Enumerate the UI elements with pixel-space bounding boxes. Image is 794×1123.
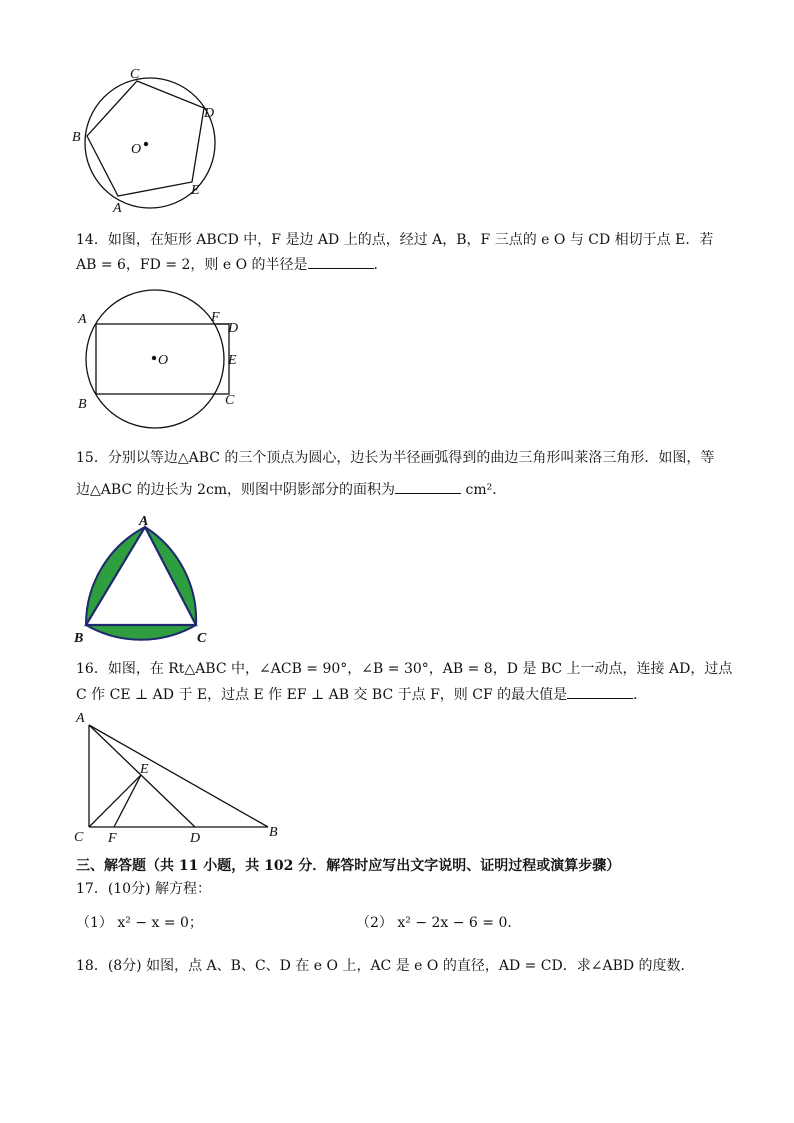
- q15-line2-prefix: 边△ABC 的边长为 2cm，则图中阴影部分的面积为: [76, 482, 396, 498]
- q16-answer-blank[interactable]: [567, 686, 633, 699]
- label-F: F: [108, 831, 117, 846]
- q16-line2-suffix: ．: [633, 687, 648, 703]
- label-C: C: [74, 830, 84, 845]
- reuleaux-svg: [68, 508, 228, 648]
- q16-line1: 16．如图，在 Rt△ABC 中，∠ACB = 90°，∠B = 30°，AB = 8，D 是 BC 上一动点，连接 AD，过点: [76, 661, 733, 677]
- q17-title: 17．(10分) 解方程：: [76, 881, 212, 897]
- right-triangle-svg: [70, 708, 290, 848]
- label-A: A: [76, 711, 85, 726]
- label-C: C: [130, 67, 140, 82]
- label-B: B: [78, 397, 87, 412]
- label-B: B: [72, 130, 81, 145]
- pentagon: [87, 81, 204, 196]
- q16-line2-prefix: C 作 CE ⊥ AD 于 E，过点 E 作 EF ⊥ AB 交 BC 于点 F，则 CF 的最大值是: [76, 687, 568, 703]
- q14-line1: 14．如图，在矩形 ABCD 中，F 是边 AD 上的点，经过 A，B，F 三点的 e O 与 CD 相切于点 E．若: [76, 232, 714, 248]
- q14-answer-blank[interactable]: [308, 256, 374, 269]
- q17-part1: （1） x² − x = 0；: [76, 915, 203, 931]
- label-B: B: [269, 825, 278, 840]
- label-E: E: [140, 762, 149, 777]
- label-F: F: [211, 310, 220, 325]
- q15-line2: [76, 481, 506, 499]
- pentagon-circle-svg: [60, 60, 230, 220]
- q14-line2: [76, 256, 388, 274]
- figure-rectangle-circle: [70, 286, 250, 436]
- q15-line2-suffix: ．: [492, 482, 507, 498]
- q15-line2-unit: cm²: [465, 482, 493, 498]
- q15-answer-blank[interactable]: [395, 481, 461, 494]
- q18-text: 18．(8分) 如图，点 A、B、C、D 在 e O 上，AC 是 e O 的直径，AD = CD．求∠ABD 的度数．: [76, 958, 695, 974]
- label-C: C: [225, 393, 235, 408]
- figure-pentagon-circle: [60, 60, 230, 220]
- label-B: B: [74, 631, 84, 646]
- segment-ce: [89, 775, 141, 827]
- section-3-heading: 三、解答题（共 11 小题，共 102 分．解答时应写出文字说明、证明过程或演算步骤）: [76, 858, 621, 874]
- q15-line1: 15．分别以等边△ABC 的三个顶点为圆心，边长为半径画弧得到的曲边三角形叫莱洛三角形．如图，等: [76, 450, 715, 466]
- q17-part2: （2） x² − 2x − 6 = 0．: [356, 915, 522, 931]
- center-dot: [152, 356, 156, 360]
- rectangle-circle-svg: [70, 286, 250, 436]
- label-C: C: [197, 631, 207, 646]
- label-O: O: [131, 142, 142, 157]
- label-E: E: [228, 353, 237, 368]
- label-A: A: [78, 312, 87, 327]
- label-A: A: [139, 514, 149, 529]
- label-D: D: [190, 831, 201, 846]
- label-D: D: [228, 321, 239, 336]
- segment-ef: [114, 775, 141, 827]
- label-A: A: [113, 201, 122, 216]
- label-E: E: [191, 183, 200, 198]
- label-O: O: [158, 353, 169, 368]
- q16-line2: [76, 686, 647, 704]
- q14-line2-prefix: AB = 6，FD = 2，则 e O 的半径是: [76, 257, 308, 273]
- figure-reuleaux-triangle: [68, 508, 228, 648]
- center-dot: [144, 142, 148, 146]
- figure-right-triangle: [70, 708, 290, 848]
- q14-line2-suffix: ．: [373, 257, 388, 273]
- label-D: D: [204, 106, 215, 121]
